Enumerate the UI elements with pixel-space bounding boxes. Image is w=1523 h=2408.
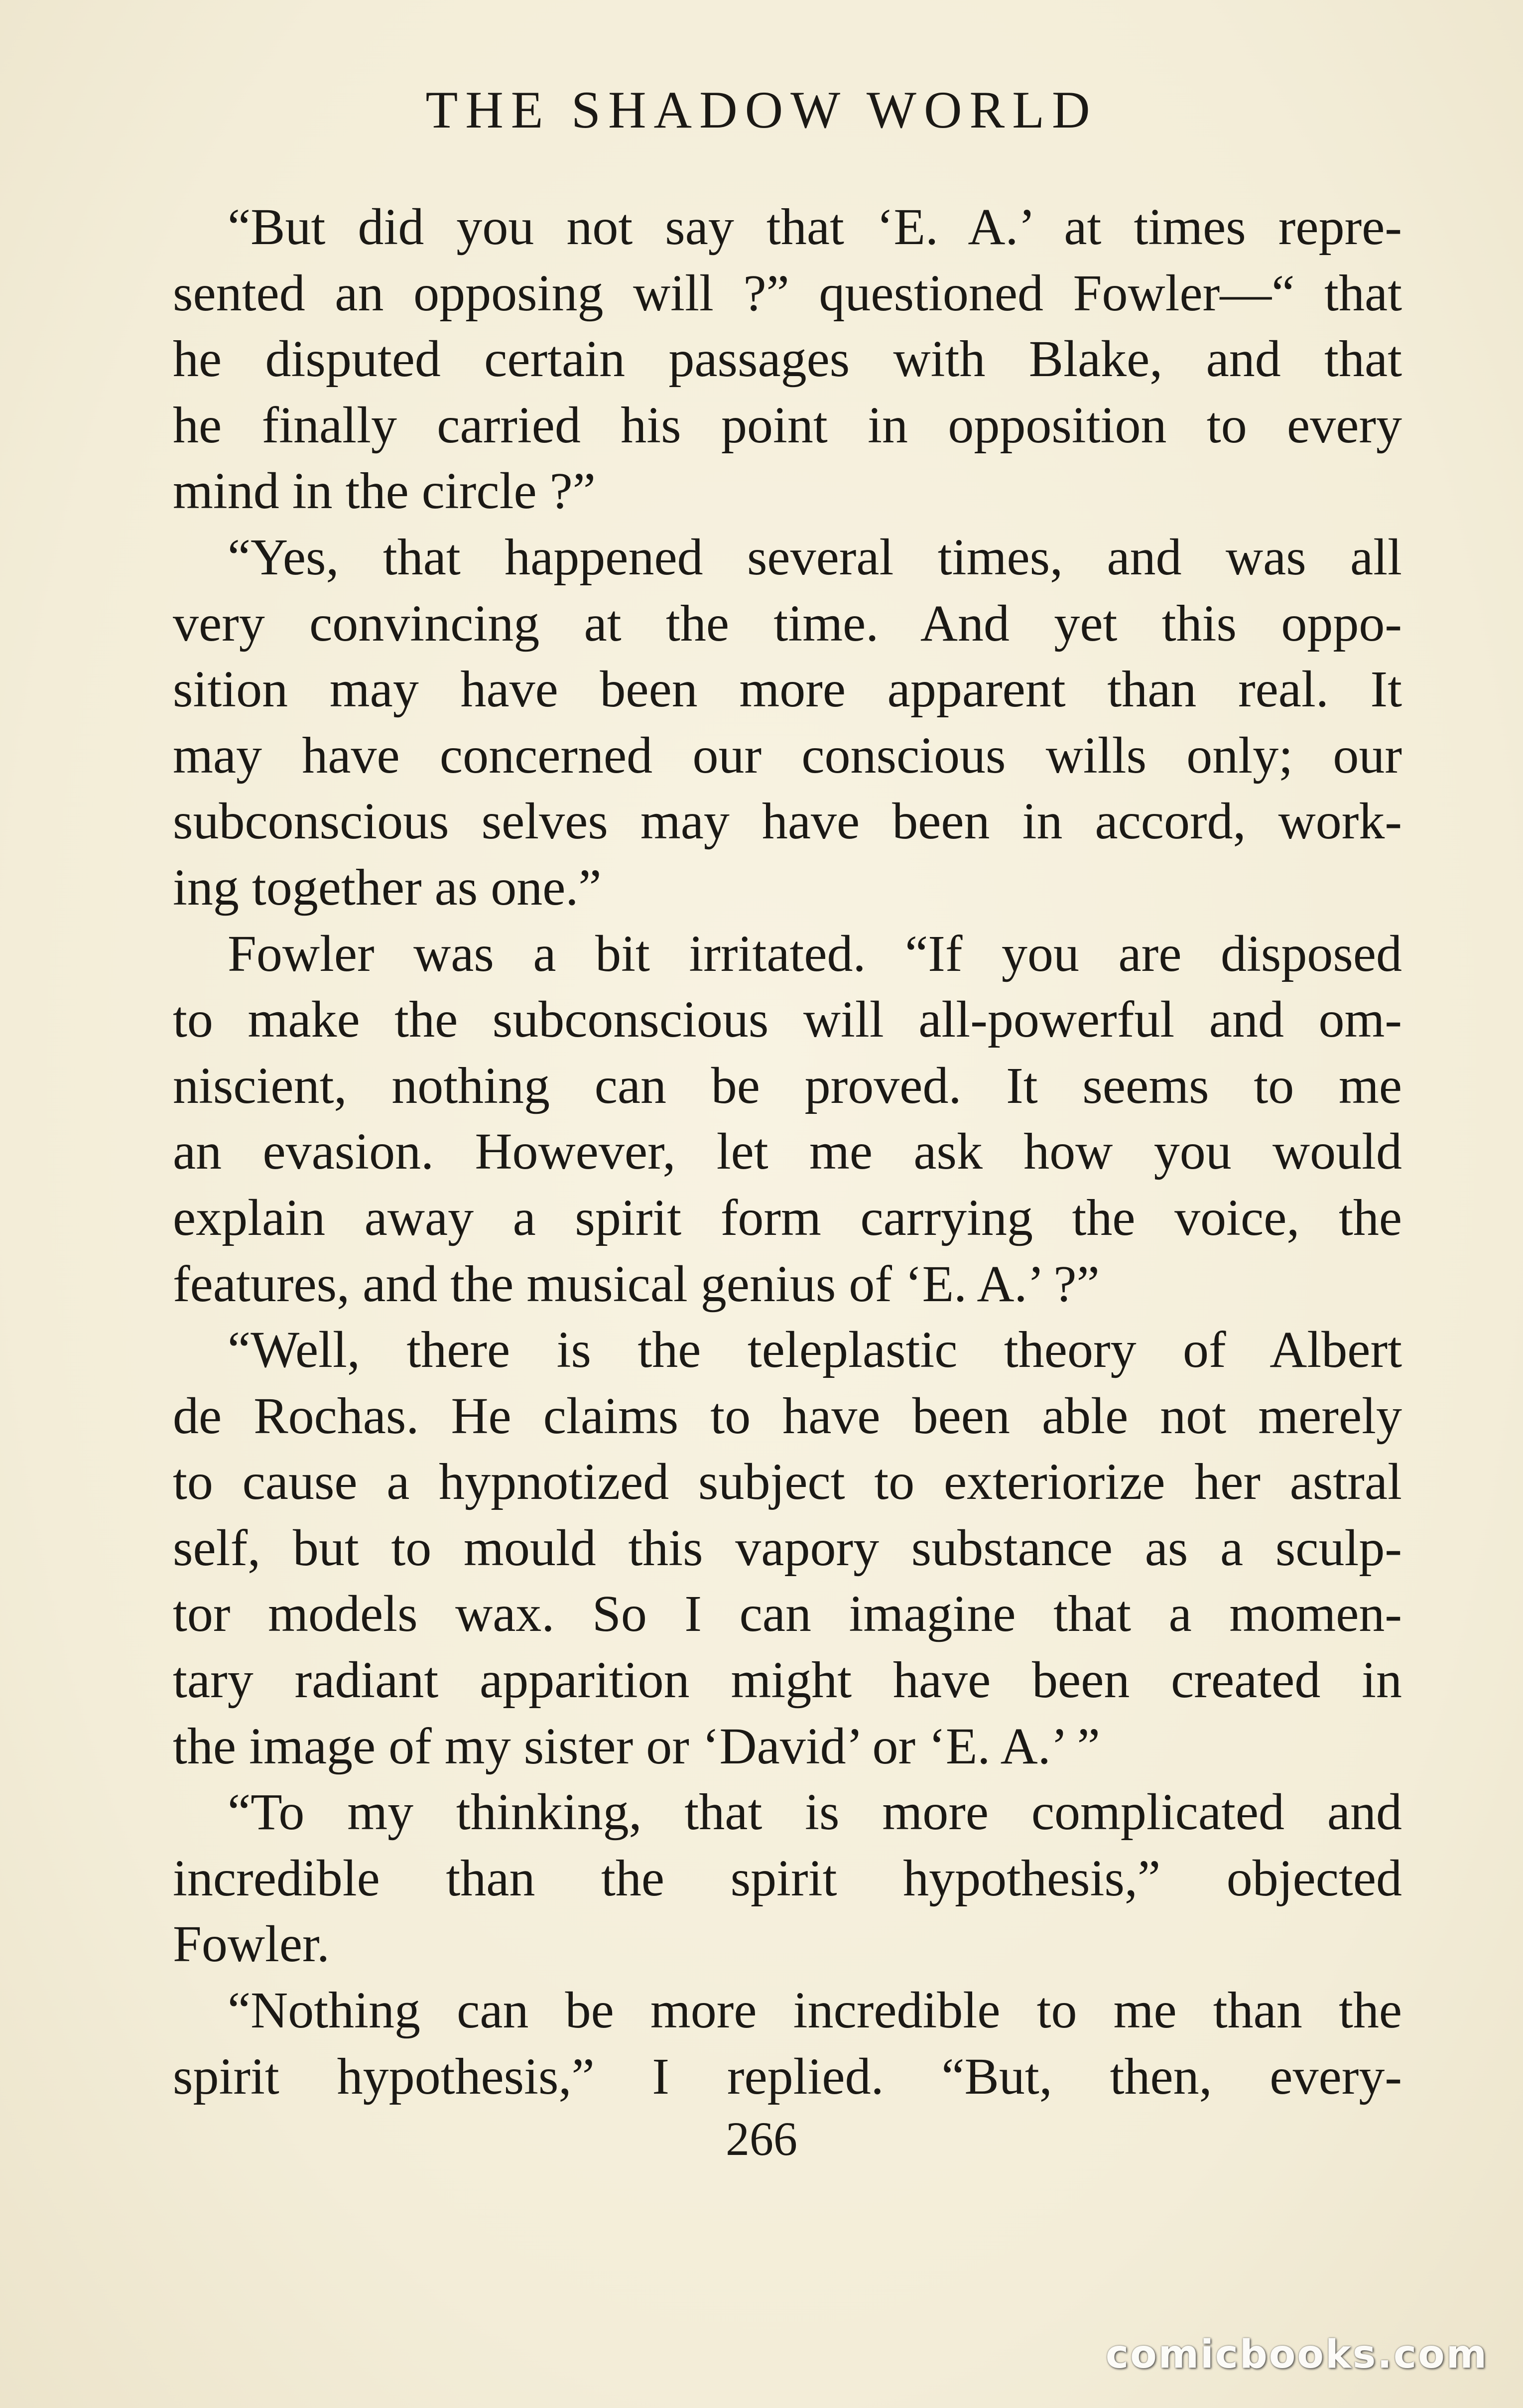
text-line: incredible than the spirit hypothesis,” objected bbox=[173, 1849, 1402, 1907]
text-line: an evasion. However, let me ask how you would bbox=[173, 1123, 1402, 1181]
text-line: “Well, there is the teleplastic theory of Albert bbox=[228, 1321, 1402, 1379]
text-line: “To my thinking, that is more complicated and bbox=[228, 1783, 1402, 1841]
text-line: tary radiant apparition might have been created in bbox=[173, 1651, 1402, 1709]
text-line: niscient, nothing can be proved. It seems to me bbox=[173, 1057, 1402, 1114]
text-line: to make the subconscious will all-powerful and om- bbox=[173, 991, 1402, 1049]
page-number: 266 bbox=[726, 2112, 797, 2165]
text-line: mind in the circle ?” bbox=[173, 462, 596, 520]
text-line: subconscious selves may have been in accord, work- bbox=[173, 793, 1402, 850]
watermark-text: comicbooks.com bbox=[1105, 2332, 1488, 2377]
text-line: “Yes, that happened several times, and was all bbox=[228, 528, 1402, 586]
text-line: sented an opposing will ?” questioned Fowler—“ that bbox=[173, 264, 1402, 322]
text-line: Fowler. bbox=[173, 1915, 330, 1973]
text-line: de Rochas. He claims to have been able not merely bbox=[173, 1387, 1402, 1445]
text-line: may have concerned our conscious wills only; our bbox=[173, 726, 1402, 784]
text-line: Fowler was a bit irritated. “If you are disposed bbox=[228, 925, 1402, 982]
text-line: spirit hypothesis,” I replied. “But, then, every- bbox=[173, 2047, 1402, 2105]
text-line: explain away a spirit form carrying the voice, the bbox=[173, 1189, 1402, 1246]
text-line: “But did you not say that ‘E. A.’ at times repre- bbox=[228, 198, 1402, 256]
body-text bbox=[173, 194, 1402, 2110]
text-line: tor models wax. So I can imagine that a momen- bbox=[173, 1585, 1402, 1643]
text-line: ing together as one.” bbox=[173, 858, 602, 916]
text-line: he finally carried his point in opposition to every bbox=[173, 396, 1402, 454]
text-line: he disputed certain passages with Blake, and that bbox=[173, 330, 1402, 388]
text-line: to cause a hypnotized subject to exteriorize her astral bbox=[173, 1453, 1402, 1511]
text-line: sition may have been more apparent than real. It bbox=[173, 661, 1402, 718]
running-header: THE SHADOW WORLD bbox=[425, 81, 1098, 139]
text-line: self, but to mould this vapory substance as a sculp- bbox=[173, 1519, 1402, 1577]
text-line: features, and the musical genius of ‘E. A.’ ?” bbox=[173, 1255, 1100, 1313]
text-line: the image of my sister or ‘David’ or ‘E. A.’ ” bbox=[173, 1717, 1100, 1775]
text-line: very convincing at the time. And yet this oppo- bbox=[173, 594, 1402, 652]
text-line: “Nothing can be more incredible to me than the bbox=[228, 1982, 1402, 2039]
